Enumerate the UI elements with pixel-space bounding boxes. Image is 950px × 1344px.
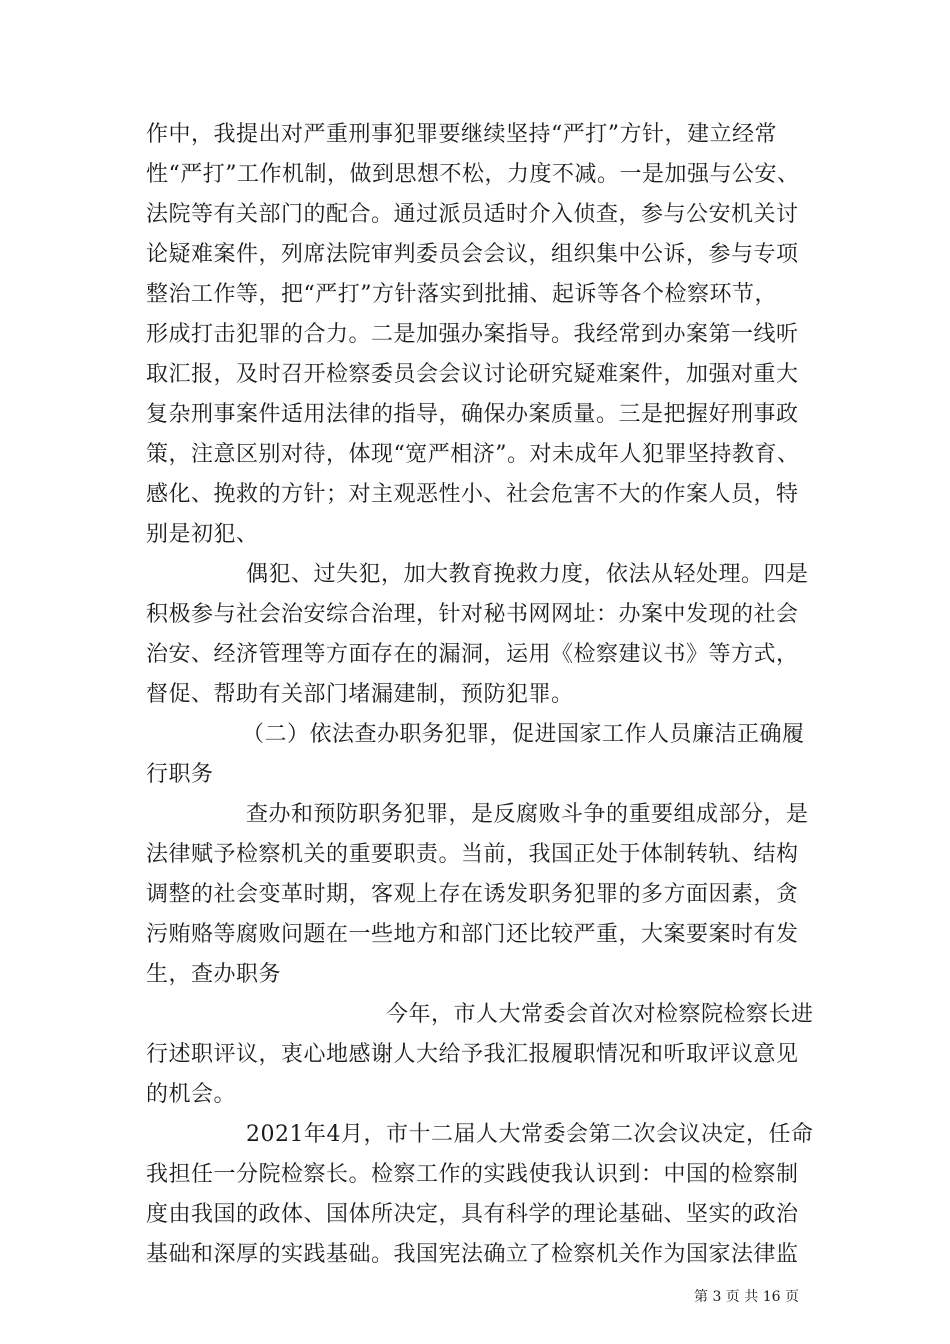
text-line: 行述职评议，衷心地感谢人大给予我汇报履职情况和听取评议意见 bbox=[146, 1042, 799, 1067]
text-line: 别是初犯、 bbox=[146, 522, 259, 547]
text-line: 督促、帮助有关部门堵漏建制，预防犯罪。 bbox=[146, 682, 574, 707]
text-line: 生，查办职务 bbox=[146, 962, 282, 987]
text-line: 感化、挽救的方针；对主观恶性小、社会危害不大的作案人员，特 bbox=[146, 482, 799, 507]
text-line: 策，注意区别对待，体现“宽严相济”。对未成年人犯罪坚持教育、 bbox=[146, 442, 800, 467]
text-line: 取汇报，及时召开检察委员会会议讨论研究疑难案件，加强对重大 bbox=[146, 362, 799, 387]
text-line: 查办和预防职务犯罪，是反腐败斗争的重要组成部分，是 bbox=[246, 802, 809, 827]
text-line: 基础和深厚的实践基础。我国宪法确立了检察机关作为国家法律监 bbox=[146, 1242, 799, 1267]
page-number: 第 3 页 共 16 页 bbox=[694, 1289, 799, 1305]
text-line: 论疑难案件，列席法院审判委员会会议，组织集中公诉，参与专项 bbox=[146, 242, 799, 267]
text-line: 2021年4月，市十二届人大常委会第二次会议决定，任命 bbox=[246, 1122, 814, 1147]
text-line: 作中，我提出对严重刑事犯罪要继续坚持“严打”方针，建立经常 bbox=[146, 122, 777, 147]
text-line: 我担任一分院检察长。检察工作的实践使我认识到：中国的检察制 bbox=[146, 1162, 799, 1187]
text-line: 污贿赂等腐败问题在一些地方和部门还比较严重，大案要案时有发 bbox=[146, 922, 799, 947]
text-line: 治安、经济管理等方面存在的漏洞，运用《检察建议书》等方式， bbox=[146, 642, 799, 667]
text-line: 性“严打”工作机制，做到思想不松，力度不减。一是加强与公安、 bbox=[146, 162, 800, 187]
text-line: 偶犯、过失犯，加大教育挽救力度，依法从轻处理。四是 bbox=[246, 562, 809, 587]
text-line: 法院等有关部门的配合。通过派员适时介入侦查，参与公安机关讨 bbox=[146, 202, 799, 227]
text-line: 积极参与社会治安综合治理，针对秘书网网址：办案中发现的社会 bbox=[146, 602, 799, 627]
text-line: 复杂刑事案件适用法律的指导，确保办案质量。三是把握好刑事政 bbox=[146, 402, 799, 427]
text-line: 度由我国的政体、国体所决定，具有科学的理论基础、坚实的政治 bbox=[146, 1202, 799, 1227]
section-heading: 行职务 bbox=[146, 762, 214, 787]
section-heading: （二）依法查办职务犯罪，促进国家工作人员廉洁正确履 bbox=[242, 722, 805, 747]
text-line: 整治工作等，把“严打”方针落实到批捕、起诉等各个检察环节， bbox=[146, 282, 777, 307]
text-line: 形成打击犯罪的合力。二是加强办案指导。我经常到办案第一线听 bbox=[146, 322, 799, 347]
text-line: 今年，市人大常委会首次对检察院检察长进 bbox=[386, 1002, 814, 1027]
text-line: 调整的社会变革时期，客观上存在诱发职务犯罪的多方面因素，贪 bbox=[146, 882, 799, 907]
text-line: 法律赋予检察机关的重要职责。当前，我国正处于体制转轨、结构 bbox=[146, 842, 799, 867]
text-line: 的机会。 bbox=[146, 1082, 237, 1107]
